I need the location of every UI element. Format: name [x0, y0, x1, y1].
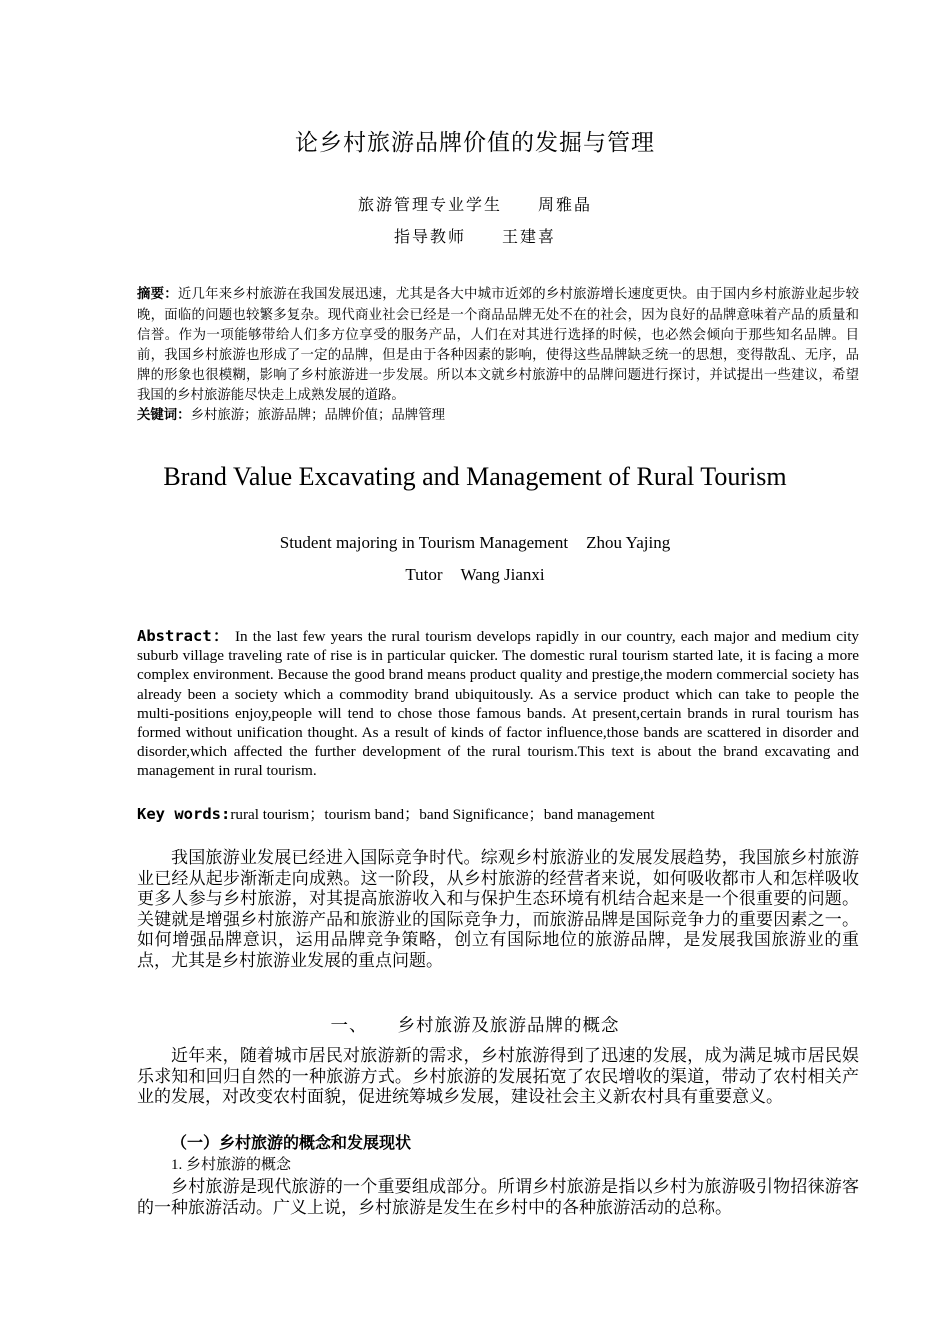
subsubsection-1-heading: 1. 乡村旅游的概念: [171, 1157, 292, 1173]
subsection-1-heading: （一）乡村旅游的概念和发展现状: [171, 1133, 412, 1152]
english-advisor-line: [0, 565, 950, 585]
chinese-abstract-text: 近几年来乡村旅游在我国发展迅速，尤其是各大中城市近郊的乡村旅游增长速度更快。由于国内乡村旅游业起步较晚，面临的问题也较繁多复杂。现代商业社会已经是一个商品品牌无处不在的社会，因为良好的品牌意味着产品的质量和信誉。作为一项能够带给人们多方位享受的服务产品，人们在对其进行选择的时候，也必然会倾向于那些知名品牌。目前，我国乡村旅游也形成了一定的品牌，但是由于各种因素的影响，使得这些品牌缺乏统一的思想，变得散乱、无序，品牌的形象也很模糊，影响了乡村旅游进一步发展。所以本文就乡村旅游中的品牌问题进行探讨，并试提出一些建议，希望我国的乡村旅游能尽快走上成熟发展的道路。: [137, 286, 860, 402]
section-1-title: 乡村旅游及旅游品牌的概念: [397, 1015, 620, 1035]
english-keywords-label: Key words:: [137, 805, 231, 823]
english-keywords-text: rural tourism；tourism band；band Significance；band management: [230, 806, 655, 823]
english-title: Brand Value Excavating and Management of Rural Tourism: [163, 462, 787, 491]
chinese-title: 论乡村旅游品牌价值的发掘与管理: [295, 130, 655, 155]
intro-paragraph: 我国旅游业发展已经进入国际竞争时代。综观乡村旅游业的发展发展趋势，我国旅乡村旅游业已经从起步渐渐走向成熟。这一阶段，从乡村旅游的经营者来说，如何吸收都市人和怎样吸收更多人参与乡村旅游，对其提高旅游收入和与保护生态环境有机结合起来是一个很重要的问题。关键就是增强乡村旅游产品和旅游业的国际竞争力，而旅游品牌是国际竞争力的重要因素之一。如何增强品牌意识，运用品牌竞争策略，创立有国际地位的旅游品牌，是发展我国旅游业的重点，尤其是乡村旅游业发展的重点问题。: [137, 848, 859, 970]
chinese-author-role: 旅游管理专业学生: [357, 197, 502, 214]
english-author-line: [0, 533, 950, 553]
english-abstract: [137, 627, 859, 781]
chinese-author-name: 周雅晶: [538, 197, 593, 214]
section-1-number: 一、: [330, 1015, 368, 1035]
chinese-advisor-role: 指导教师: [393, 229, 466, 246]
section-1-paragraph: 近年来，随着城市居民对旅游新的需求，乡村旅游得到了迅速的发展，成为满足城市居民娱乐求知和回归自然的一种旅游方式。乡村旅游的发展拓宽了农民增收的渠道，带动了农村相关产业的发展，对改变农村面貌，促进统筹城乡发展，建设社会主义新农村具有重要意义。: [137, 1046, 859, 1107]
english-advisor-name: Wang Jianxi: [460, 565, 545, 584]
english-advisor-role: Tutor: [405, 565, 443, 584]
english-abstract-text: In the last few years the rural tourism develops rapidly in our country, each major and medium city suburb village traveling rate of rise is in particular quicker. The domestic rural tourism started late, it is facing a more complex environment. Because the good brand means product quality and prestige,the modern commercial society has already been a society which a commodity brand ubiquitously. As a service product which can take to people the multi-positions enjoy,people will tend to chose those famous bands. At present,certain brands in rural tourism has formed without unification thought. As a result of kinds of factor influence,those bands are scattered in disorder and disorder,which affected the further development of the rural tourism.This text is about the brand excavating and management in rural tourism.: [137, 628, 860, 780]
chinese-abstract-label: 摘要：: [137, 287, 178, 302]
subsubsection-1-paragraph: 乡村旅游是现代旅游的一个重要组成部分。所谓乡村旅游是指以乡村为旅游吸引物招徕游客的一种旅游活动。广义上说，乡村旅游是发生在乡村中的各种旅游活动的总称。: [137, 1177, 859, 1217]
chinese-advisor-name: 王建喜: [502, 229, 557, 246]
chinese-advisor-line: [0, 224, 950, 247]
chinese-keywords-text: 乡村旅游；旅游品牌；品牌价值；品牌管理: [190, 407, 445, 422]
english-abstract-label: Abstract：: [137, 627, 230, 645]
section-1-heading: [0, 1012, 950, 1037]
chinese-keywords-label: 关键词：: [137, 408, 191, 423]
chinese-abstract: [137, 284, 859, 426]
chinese-author-line: [0, 192, 950, 215]
english-keywords: [137, 805, 859, 824]
english-author-name: Zhou Yajing: [586, 533, 671, 552]
english-author-role: Student majoring in Tourism Management: [279, 533, 569, 552]
